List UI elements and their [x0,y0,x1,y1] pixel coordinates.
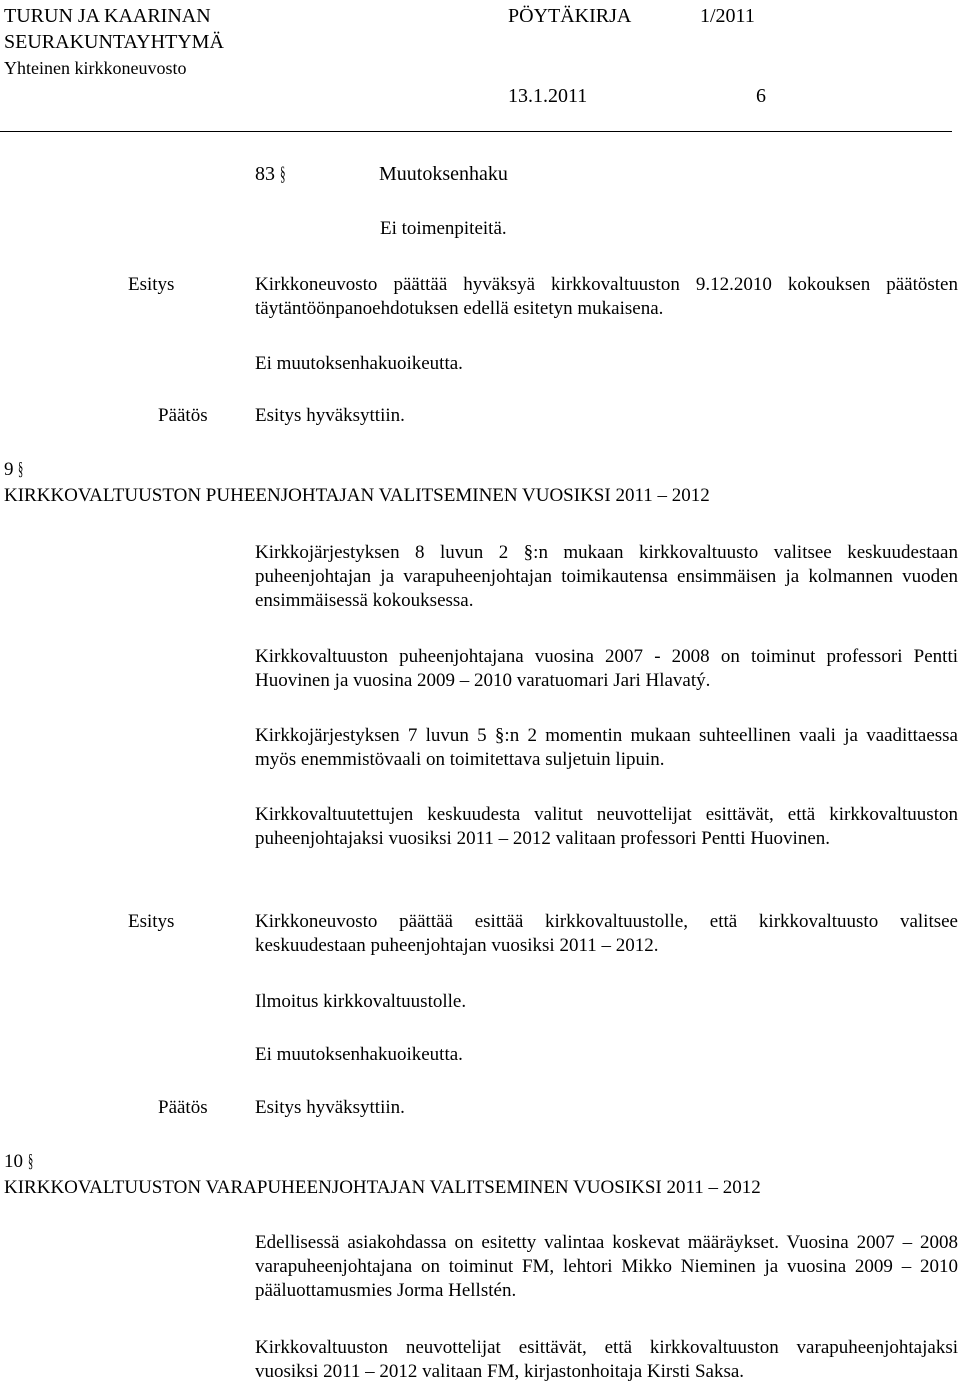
section-9-paragraph: Kirkkojärjestyksen 7 luvun 5 §:n 2 momentin mukaan suhteellinen vaali ja vaadittaessa myös enemmistövaali on toimitettava suljetuin lipuin. [255,725,958,770]
section-9-esitys-text: Kirkkoneuvosto päättää esittää kirkkovaltuustolle, että kirkkovaltuusto valitsee keskuudestaan puheenjohtajan vuosiksi 2011 – 2012. [255,911,958,956]
section-sign: § [18,459,24,480]
doc-type: PÖYTÄKIRJA [508,5,632,27]
section-sign: § [280,163,286,185]
section-8-appeal-note: Ei muutoksenhakuoikeutta. [255,353,463,374]
section-10-heading [4,1150,37,1174]
section-9-paragraph: Kirkkojärjestyksen 8 luvun 2 §:n mukaan kirkkovaltuusto valitsee keskuudestaan puheenjohtajan ja varapuheenjohtajan toimikautensa ensimmäisen ja kolmannen vuoden ensimmäisessä kokouksessa. [255,542,958,611]
section-8-title: Muutoksenhaku [379,163,508,185]
section-9-paragraph: Kirkkovaltuutettujen keskuudesta valitut neuvottelijat esittävät, että kirkkovaltuuston puheenjohtajaksi vuosiksi 2011 – 2012 valitaan professori Pentti Huovinen. [255,804,958,849]
org-name-line1: TURUN JA KAARINAN [4,5,211,27]
section-10-paragraph: Kirkkovaltuuston neuvottelijat esittävät, että kirkkovaltuuston varapuheenjohtajaksi vuosiksi 2011 – 2012 valitaan FM, kirjastonhoitaja Kirsti Saksa. [255,1337,958,1382]
section-8-number: 83 [255,163,275,185]
section-9-heading [4,458,28,482]
section-9-paatos-text: Esitys hyväksyttiin. [255,1097,405,1118]
section-9-number: 9 [4,459,14,480]
section-9-paragraph: Kirkkovaltuuston puheenjohtajana vuosina 2007 - 2008 on toiminut professori Pentti Huovinen ja vuosina 2009 – 2010 varatuomari Jari Hlavatý. [255,646,958,691]
section-9-title: KIRKKOVALTUUSTON PUHEENJOHTAJAN VALITSEMINEN VUOSIKSI 2011 – 2012 [4,485,710,506]
section-8-esitys-label: Esitys [128,274,175,295]
header-rule [0,131,952,132]
section-10-title: KIRKKOVALTUUSTON VARAPUHEENJOHTAJAN VALITSEMINEN VUOSIKSI 2011 – 2012 [4,1177,761,1198]
section-9-appeal-note: Ei muutoksenhakuoikeutta. [255,1044,463,1065]
section-8-heading [255,162,508,186]
section-10-number: 10 [4,1151,23,1172]
section-9-notice: Ilmoitus kirkkovaltuustolle. [255,991,467,1012]
page-number: 6 [756,85,766,107]
section-8-paatos-text: Esitys hyväksyttiin. [255,405,405,426]
section-8-esitys-text: Kirkkoneuvosto päättää hyväksyä kirkkovaltuuston 9.12.2010 kokouksen päätösten täytäntöönpanoehdotuksen edellä esitetyn mukaisena. [255,274,958,319]
org-name-line3: Yhteinen kirkkoneuvosto [4,58,187,78]
section-9-paatos-label: Päätös [158,1097,208,1118]
org-name-line2: SEURAKUNTAYHTYMÄ [4,31,224,53]
section-sign: § [27,1151,33,1172]
doc-number: 1/2011 [700,5,755,27]
doc-date: 13.1.2011 [508,85,588,107]
section-9-esitys-label: Esitys [128,911,175,932]
section-8-text: Ei toimenpiteitä. [380,218,507,239]
section-8-paatos-label: Päätös [158,405,208,426]
section-10-paragraph: Edellisessä asiakohdassa on esitetty valintaa koskevat määräykset. Vuosina 2007 – 2008 varapuheenjohtajana on toiminut FM, lehtori Mikko Nieminen ja vuosina 2009 – 2010 pääluottamusmies Jorma Hellstén. [255,1232,958,1301]
